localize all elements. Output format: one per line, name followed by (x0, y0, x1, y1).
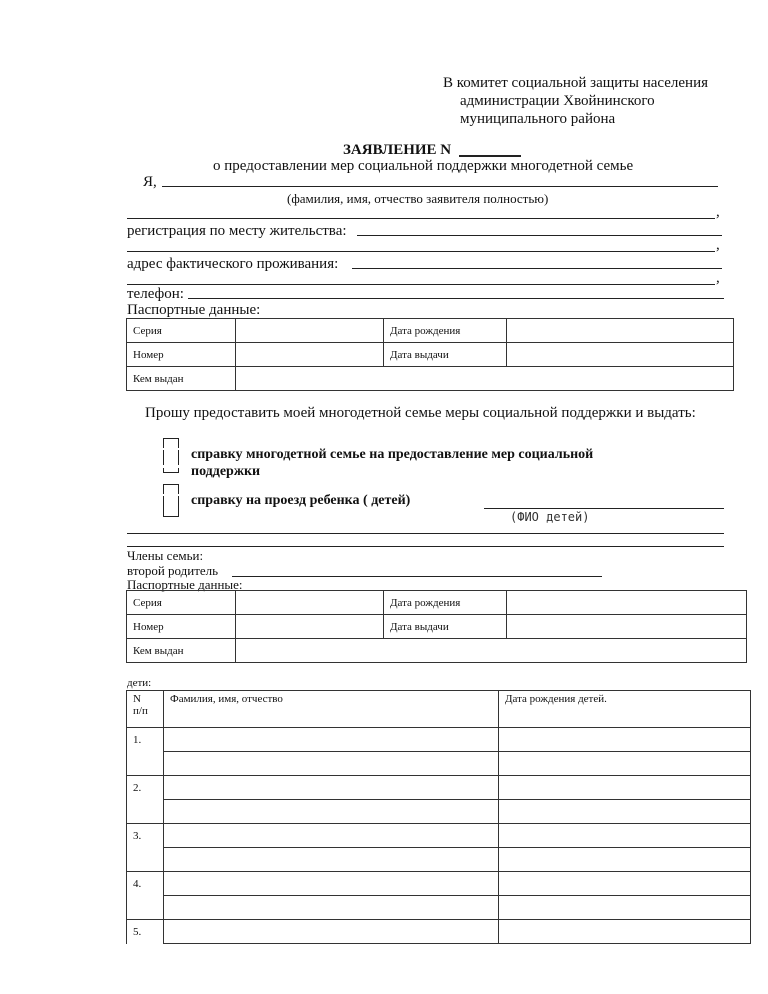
birth-date-label: Дата рождения (384, 591, 507, 615)
option1-text-line1: справку многодетной семье на предоставление мер социальной (191, 447, 594, 462)
family-passport-label: Паспортные данные: (127, 577, 243, 592)
row-number-2: 2. (127, 776, 164, 824)
child-birth-cell[interactable] (499, 800, 751, 824)
fio-continuation-field[interactable] (127, 218, 715, 219)
row-number-4: 4. (127, 872, 164, 920)
number-label: Номер (127, 343, 236, 367)
second-parent-field[interactable] (232, 576, 602, 577)
issue-date-label: Дата выдачи (384, 615, 507, 639)
issue-date-cell[interactable] (507, 615, 747, 639)
child-birth-cell[interactable] (499, 776, 751, 800)
row-number-3: 3. (127, 824, 164, 872)
issue-date-label: Дата выдачи (384, 343, 507, 367)
child-birth-cell[interactable] (499, 920, 751, 944)
comma: , (716, 237, 720, 253)
child-birth-cell[interactable] (499, 824, 751, 848)
extra-line-2[interactable] (127, 546, 724, 547)
phone-field[interactable] (188, 298, 724, 299)
family-members-label: Члены семьи: (127, 548, 204, 563)
document-title: ЗАЯВЛЕНИЕ N (343, 142, 452, 158)
birth-date-label: Дата рождения (384, 319, 507, 343)
child-birth-cell[interactable] (499, 728, 751, 752)
passport-table (126, 318, 734, 391)
issued-by-cell[interactable] (236, 367, 734, 391)
row-number-5: 5. (127, 920, 164, 944)
header-line-3: муниципального района (460, 111, 616, 127)
option1-checkbox[interactable] (163, 450, 179, 465)
issued-by-cell[interactable] (236, 639, 747, 663)
series-label: Серия (127, 319, 236, 343)
option1-text-line2: поддержки (191, 464, 261, 479)
birth-date-cell[interactable] (507, 591, 747, 615)
header-line-2: администрации Хвойнинского (460, 93, 655, 109)
children-fio-field[interactable] (484, 508, 724, 509)
children-table (126, 690, 751, 944)
series-label: Серия (127, 591, 236, 615)
registration-field[interactable] (357, 235, 722, 236)
number-cell[interactable] (236, 343, 384, 367)
series-cell[interactable] (236, 591, 384, 615)
child-birth-cell[interactable] (499, 848, 751, 872)
number-cell[interactable] (236, 615, 384, 639)
comma: , (716, 270, 720, 286)
birth-header: Дата рождения детей. (499, 691, 751, 728)
comma: , (716, 204, 720, 220)
child-birth-cell[interactable] (499, 752, 751, 776)
option2-text: справку на проезд ребенка ( детей) (191, 493, 411, 508)
number-label: Номер (127, 615, 236, 639)
ya-label: Я, (143, 174, 157, 190)
fio-hint: (фамилия, имя, отчество заявителя полностью) (287, 191, 549, 206)
address-continuation-field[interactable] (127, 284, 715, 285)
second-parent-passport-table (126, 590, 747, 663)
series-cell[interactable] (236, 319, 384, 343)
issued-by-label: Кем выдан (127, 367, 236, 391)
option1-checkbox-bottom[interactable] (163, 468, 179, 473)
child-fio-cell[interactable] (164, 872, 499, 896)
child-fio-cell[interactable] (164, 800, 499, 824)
child-fio-cell[interactable] (164, 776, 499, 800)
option2-checkbox-top[interactable] (163, 484, 179, 494)
children-label: дети: (127, 677, 152, 689)
child-birth-cell[interactable] (499, 872, 751, 896)
child-fio-cell[interactable] (164, 920, 499, 944)
row-number-1: 1. (127, 728, 164, 776)
child-fio-cell[interactable] (164, 824, 499, 848)
child-fio-cell[interactable] (164, 728, 499, 752)
registration-continuation-field[interactable] (127, 251, 715, 252)
issued-by-label: Кем выдан (127, 639, 236, 663)
fio-header: Фамилия, имя, отчество (164, 691, 499, 728)
child-fio-cell[interactable] (164, 896, 499, 920)
applicant-fio-field[interactable] (162, 186, 718, 187)
address-field[interactable] (352, 268, 722, 269)
children-fio-hint: (ФИО детей) (510, 510, 590, 524)
option2-checkbox[interactable] (163, 496, 179, 517)
header-line-1: В комитет социальной защиты населения (443, 75, 708, 91)
extra-line-1[interactable] (127, 533, 724, 534)
child-birth-cell[interactable] (499, 896, 751, 920)
phone-label: телефон: (127, 286, 184, 302)
num-header (127, 691, 164, 728)
registration-label: регистрация по месту жительства: (127, 223, 347, 239)
num-header-line2: п/п (133, 705, 148, 717)
num-header-line1: N (133, 693, 141, 705)
passport-label: Паспортные данные: (127, 302, 261, 318)
document-subtitle: о предоставлении мер социальной поддержки многодетной семье (213, 158, 634, 174)
request-text: Прошу предоставить моей многодетной семье меры социальной поддержки и выдать: (145, 405, 696, 421)
child-fio-cell[interactable] (164, 752, 499, 776)
option1-checkbox-top[interactable] (163, 438, 179, 448)
child-fio-cell[interactable] (164, 848, 499, 872)
address-label: адрес фактического проживания: (127, 256, 339, 272)
second-parent-label: второй родитель (127, 563, 219, 578)
issue-date-cell[interactable] (507, 343, 734, 367)
birth-date-cell[interactable] (507, 319, 734, 343)
